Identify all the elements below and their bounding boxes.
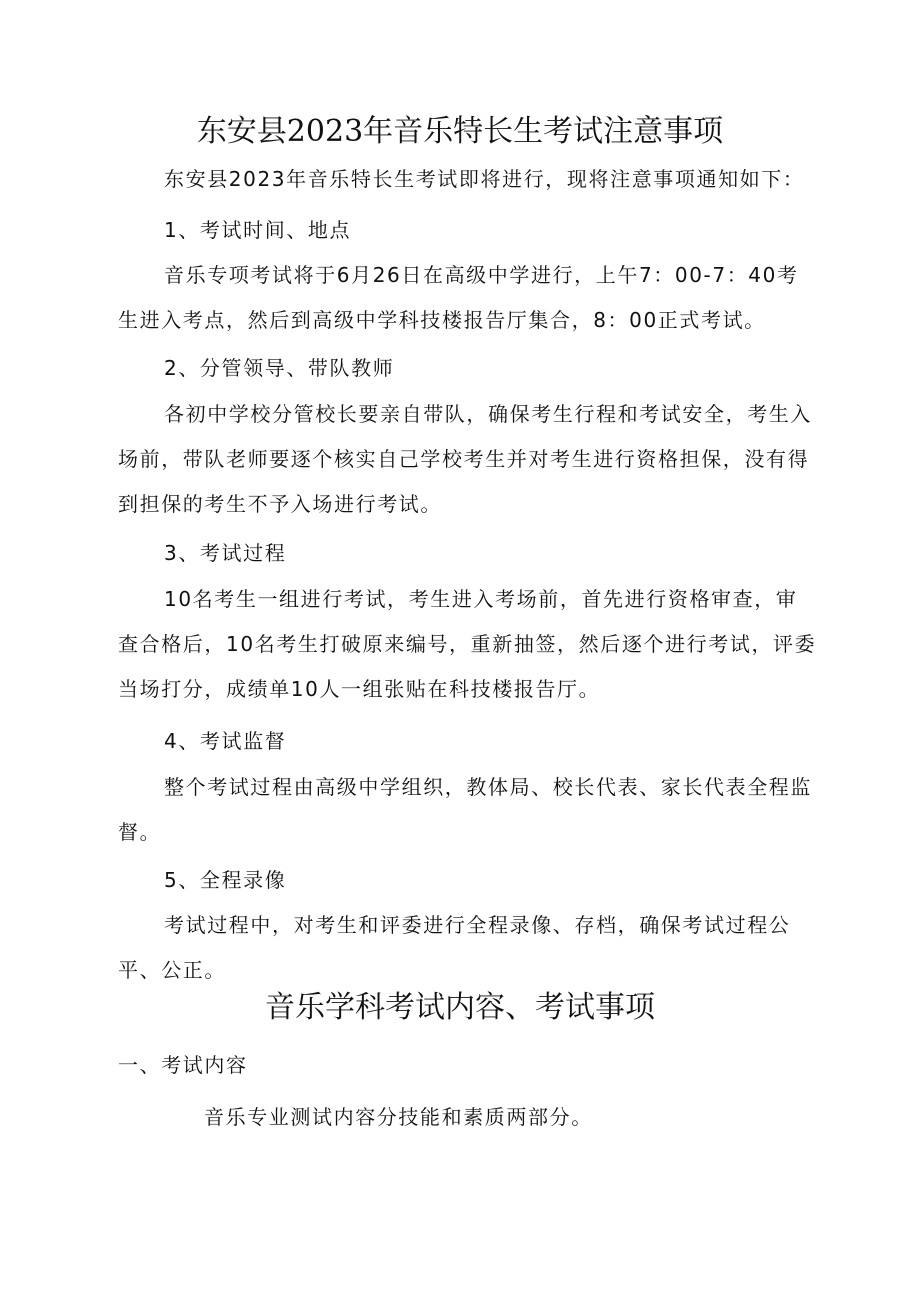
section-3-body — [118, 577, 818, 712]
document-title: 东安县2023年音乐特长生考试注意事项 — [196, 114, 724, 149]
section-2-heading: 2、分管领导、带队教师 — [164, 356, 395, 380]
section-1-heading: 1、考试时间、地点 — [164, 218, 352, 242]
section-4-heading: 4、考试监督 — [164, 729, 287, 753]
section-4-text: 整个考试过程由高级中学组织，教体局、校长代表、家长代表全程监督。 — [118, 775, 812, 844]
section-1-body — [118, 253, 818, 343]
section-1-text: 音乐专项考试将于6月26日在高级中学进行，上午7：00-7：40考生进入考点，然后到高级中学科技楼报告厅集合，8：00正式考试。 — [118, 263, 799, 332]
intro-paragraph — [118, 157, 818, 202]
section-2-body — [118, 392, 818, 527]
part-one-body: 音乐专业测试内容分技能和素质两部分。 — [204, 1105, 593, 1129]
section-5-body — [118, 903, 818, 993]
section-3-text: 10名考生一组进行考试，考生进入考场前，首先进行资格审查，审查合格后，10名考生打破原来编号，重新抽签，然后逐个进行考试，评委当场打分，成绩单10人一组张贴在科技楼报告厅。 — [118, 587, 817, 701]
second-title: 音乐学科考试内容、考试事项 — [265, 990, 655, 1025]
intro-text: 东安县2023年音乐特长生考试即将进行，现将注意事项通知如下： — [164, 167, 805, 191]
section-5-text: 考试过程中，对考生和评委进行全程录像、存档，确保考试过程公平、公正。 — [118, 913, 791, 982]
part-one-heading: 一、考试内容 — [118, 1053, 248, 1077]
section-2-text: 各初中学校分管校长要亲自带队，确保考生行程和考试安全，考生入场前，带队老师要逐个核实自己学校考生并对考生进行资格担保，没有得到担保的考生不予入场进行考试。 — [118, 402, 812, 516]
section-4-body — [118, 765, 818, 855]
section-5-heading: 5、全程录像 — [164, 868, 287, 892]
section-3-heading: 3、考试过程 — [164, 541, 287, 565]
